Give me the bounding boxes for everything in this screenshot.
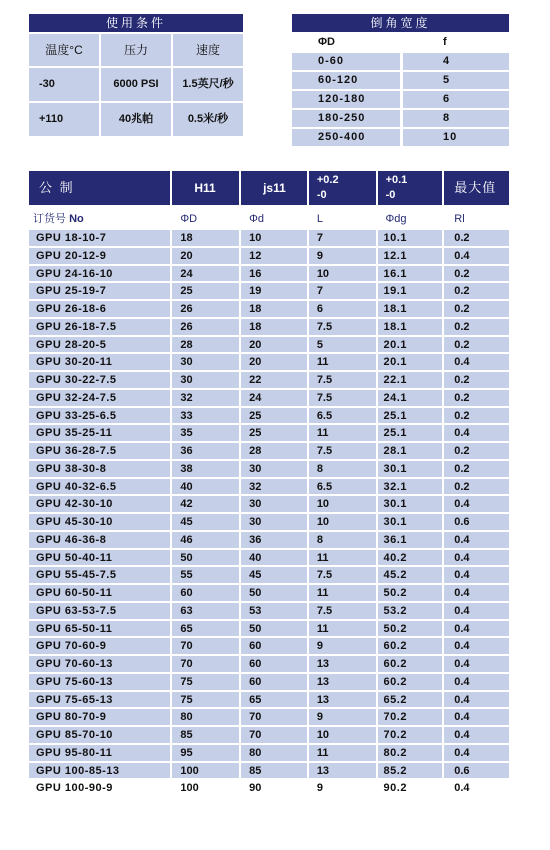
- groove-diameter-cell: 30.1: [378, 514, 443, 530]
- outer-diameter-cell: 70: [172, 638, 239, 654]
- groove-diameter-cell: 80.2: [378, 745, 443, 761]
- outer-diameter-cell: 35: [172, 425, 239, 441]
- groove-diameter-cell: 25.1: [378, 408, 443, 424]
- order-number-cell: GPU 75-60-13: [29, 674, 170, 690]
- table-row: [29, 621, 509, 637]
- order-number-cell: GPU 20-12-9: [29, 248, 170, 264]
- length-cell: 13: [309, 674, 376, 690]
- table-row: [29, 585, 509, 601]
- inner-diameter-cell: 60: [241, 638, 307, 654]
- radius-cell: 0.6: [444, 763, 509, 779]
- length-label: L: [316, 213, 323, 225]
- radius-cell: 0.4: [444, 745, 509, 761]
- outer-diameter-cell: 45: [172, 514, 239, 530]
- length-cell: 13: [309, 763, 376, 779]
- inner-diameter-cell: 18: [241, 301, 307, 317]
- groove-diameter-cell: 50.2: [378, 585, 443, 601]
- inner-diameter-cell: 18: [241, 319, 307, 335]
- groove-diameter-cell: 24.1: [378, 390, 443, 406]
- radius-cell: 0.4: [444, 621, 509, 637]
- length-cell: 7.5: [309, 372, 376, 388]
- order-number-cell: GPU 24-16-10: [29, 266, 170, 282]
- table-row: [29, 567, 509, 583]
- chamfer-d-value: 60-120: [292, 72, 400, 89]
- outer-diameter-cell: 26: [172, 319, 239, 335]
- table-row: [29, 763, 509, 779]
- inner-diameter-cell: 22: [241, 372, 307, 388]
- outer-diameter-cell: 65: [172, 621, 239, 637]
- inner-diameter-cell: 40: [241, 550, 307, 566]
- length-cell: 7.5: [309, 319, 376, 335]
- length-cell: 11: [309, 585, 376, 601]
- chamfer-d-value: 250-400: [292, 129, 400, 146]
- length-cell: 7.5: [309, 443, 376, 459]
- chamfer-row: [292, 91, 509, 108]
- length-cell: 11: [309, 550, 376, 566]
- dg-tolerance-plus: +0.1: [385, 174, 408, 186]
- order-number-cell: GPU 65-50-11: [29, 621, 170, 637]
- column-subheader: [29, 208, 509, 228]
- table-row: [29, 301, 509, 317]
- groove-diameter-cell: 30.1: [378, 461, 443, 477]
- outer-diameter-cell: 75: [172, 692, 239, 708]
- groove-diameter-cell: 40.2: [378, 550, 443, 566]
- outer-diameter-cell: 30: [172, 372, 239, 388]
- length-cell: 7: [309, 230, 376, 246]
- operating-conditions-table: [29, 14, 243, 136]
- groove-diameter-cell: 19.1: [378, 283, 443, 299]
- length-cell: 8: [309, 532, 376, 548]
- length-cell: 11: [309, 354, 376, 370]
- radius-cell: 0.4: [444, 709, 509, 725]
- inner-diameter-cell: 60: [241, 674, 307, 690]
- groove-diameter-cell: 30.1: [378, 496, 443, 512]
- radius-cell: 0.2: [444, 337, 509, 353]
- conditions-row: [29, 103, 243, 136]
- table-row: [29, 780, 509, 796]
- outer-diameter-cell: 50: [172, 550, 239, 566]
- outer-diameter-cell: 85: [172, 727, 239, 743]
- radius-cell: 0.4: [444, 603, 509, 619]
- order-no-suffix: No: [69, 213, 84, 225]
- outer-diameter-cell: 26: [172, 301, 239, 317]
- length-cell: 6.5: [309, 408, 376, 424]
- groove-diameter-cell: 53.2: [378, 603, 443, 619]
- radius-cell: 0.2: [444, 301, 509, 317]
- radius-cell: 0.4: [444, 638, 509, 654]
- radius-cell: 0.2: [444, 266, 509, 282]
- groove-diameter-cell: 10.1: [378, 230, 443, 246]
- order-number-cell: GPU 95-80-11: [29, 745, 170, 761]
- length-cell: 7.5: [309, 567, 376, 583]
- inner-diameter-cell: 20: [241, 354, 307, 370]
- order-number-cell: GPU 33-25-6.5: [29, 408, 170, 424]
- table-row: [29, 283, 509, 299]
- order-number-cell: GPU 32-24-7.5: [29, 390, 170, 406]
- table-row: [29, 514, 509, 530]
- inner-diameter-cell: 70: [241, 727, 307, 743]
- outer-diameter-cell: 46: [172, 532, 239, 548]
- order-number-cell: GPU 40-32-6.5: [29, 479, 170, 495]
- table-row: [29, 692, 509, 708]
- order-number-cell: GPU 55-45-7.5: [29, 567, 170, 583]
- radius-cell: 0.2: [444, 408, 509, 424]
- inner-diameter-cell: 85: [241, 763, 307, 779]
- order-number-cell: GPU 46-36-8: [29, 532, 170, 548]
- table-row: [29, 479, 509, 495]
- groove-diameter-cell: 18.1: [378, 319, 443, 335]
- order-number-cell: GPU 70-60-13: [29, 656, 170, 672]
- chamfer-f-value: 4: [403, 53, 509, 70]
- chamfer-d-value: 180-250: [292, 110, 400, 127]
- radius-cell: 0.4: [444, 692, 509, 708]
- length-cell: 10: [309, 727, 376, 743]
- table-row: [29, 354, 509, 370]
- radius-cell: 0.4: [444, 585, 509, 601]
- pressure-header: 压力: [101, 34, 171, 66]
- radius-cell: 0.4: [444, 780, 509, 796]
- product-table: [29, 171, 509, 796]
- groove-diameter-cell: 16.1: [378, 266, 443, 282]
- outer-diameter-cell: 55: [172, 567, 239, 583]
- outer-diameter-cell: 24: [172, 266, 239, 282]
- length-cell: 7.5: [309, 390, 376, 406]
- order-no-label: [29, 208, 170, 228]
- groove-diameter-cell: 20.1: [378, 354, 443, 370]
- temperature-value: +110: [29, 103, 99, 136]
- inner-diameter-cell: 70: [241, 709, 307, 725]
- order-number-cell: GPU 36-28-7.5: [29, 443, 170, 459]
- table-row: [29, 532, 509, 548]
- length-cell: 9: [309, 780, 376, 796]
- inner-diameter-cell: 60: [241, 656, 307, 672]
- l-tolerance-minus: -0: [316, 189, 327, 201]
- order-number-cell: GPU 60-50-11: [29, 585, 170, 601]
- outer-diameter-cell: 75: [172, 674, 239, 690]
- radius-cell: 0.4: [444, 567, 509, 583]
- table-row: [29, 319, 509, 335]
- temperature-header: 温度°C: [29, 34, 99, 66]
- length-cell: 5: [309, 337, 376, 353]
- outer-diameter-cell: 100: [172, 780, 239, 796]
- groove-diameter-cell: 28.1: [378, 443, 443, 459]
- tolerance-header: 公 制: [29, 171, 170, 205]
- outer-diameter-cell: 63: [172, 603, 239, 619]
- order-number-cell: GPU 45-30-10: [29, 514, 170, 530]
- order-number-cell: GPU 28-20-5: [29, 337, 170, 353]
- chamfer-f-value: 5: [403, 72, 509, 89]
- groove-diameter-cell: 36.1: [378, 532, 443, 548]
- radius-cell: 0.4: [444, 425, 509, 441]
- order-number-cell: GPU 100-85-13: [29, 763, 170, 779]
- table-row: [29, 745, 509, 761]
- order-number-cell: GPU 26-18-6: [29, 301, 170, 317]
- outer-diameter-cell: 20: [172, 248, 239, 264]
- order-number-cell: GPU 25-19-7: [29, 283, 170, 299]
- outer-diameter-cell: 60: [172, 585, 239, 601]
- length-cell: 13: [309, 692, 376, 708]
- inner-diameter-cell: 36: [241, 532, 307, 548]
- chamfer-row: [292, 72, 509, 89]
- length-cell: 11: [309, 425, 376, 441]
- inner-diameter-cell: 90: [241, 780, 307, 796]
- speed-value: 1.5英尺/秒: [173, 68, 243, 101]
- speed-value: 0.5米/秒: [173, 103, 243, 136]
- order-number-cell: GPU 42-30-10: [29, 496, 170, 512]
- outer-diameter-cell: 28: [172, 337, 239, 353]
- table-row: [29, 337, 509, 353]
- table-row: [29, 390, 509, 406]
- outer-diameter-cell: 33: [172, 408, 239, 424]
- length-cell: 7.5: [309, 603, 376, 619]
- length-cell: 9: [309, 638, 376, 654]
- radius-cell: 0.4: [444, 727, 509, 743]
- groove-diameter-cell: 45.2: [378, 567, 443, 583]
- chamfer-row: [292, 53, 509, 70]
- radius-cell: 0.4: [444, 674, 509, 690]
- radius-cell: 0.4: [444, 532, 509, 548]
- inner-diameter-cell: 20: [241, 337, 307, 353]
- inner-diameter-cell: 28: [241, 443, 307, 459]
- groove-diameter-cell: 18.1: [378, 301, 443, 317]
- length-cell: 7: [309, 283, 376, 299]
- chamfer-f-value: 6: [403, 91, 509, 108]
- groove-diameter-cell: 60.2: [378, 656, 443, 672]
- inner-diameter-cell: 24: [241, 390, 307, 406]
- table-row: [29, 709, 509, 725]
- chamfer-d-value: 0-60: [292, 53, 400, 70]
- chamfer-f-value: 8: [403, 110, 509, 127]
- js11-header: js11: [241, 171, 307, 205]
- h11-header: H11: [172, 171, 239, 205]
- inner-diameter-cell: 50: [241, 621, 307, 637]
- groove-diameter-cell: 12.1: [378, 248, 443, 264]
- table-row: [29, 496, 509, 512]
- chamfer-title: 倒角宽度: [292, 14, 509, 32]
- outer-diameter-cell: 32: [172, 390, 239, 406]
- length-cell: 11: [309, 621, 376, 637]
- table-row: [29, 638, 509, 654]
- table-row: [29, 248, 509, 264]
- chamfer-row: [292, 110, 509, 127]
- radius-cell: 0.2: [444, 319, 509, 335]
- radius-cell: 0.2: [444, 230, 509, 246]
- order-number-cell: GPU 80-70-9: [29, 709, 170, 725]
- inner-diameter-cell: 19: [241, 283, 307, 299]
- inner-diameter-cell: 25: [241, 425, 307, 441]
- dg-tolerance-header: [378, 171, 443, 205]
- chamfer-d-value: 120-180: [292, 91, 400, 108]
- groove-diameter-cell: 60.2: [378, 638, 443, 654]
- max-header: 最大值: [444, 171, 509, 205]
- conditions-title: 使用条件: [29, 14, 243, 32]
- outer-diameter-cell: 40: [172, 479, 239, 495]
- table-row: [29, 550, 509, 566]
- outer-diameter-cell: 36: [172, 443, 239, 459]
- groove-diameter-cell: 50.2: [378, 621, 443, 637]
- outer-diameter-cell: 30: [172, 354, 239, 370]
- groove-diameter-cell: 25.1: [378, 425, 443, 441]
- inner-diameter-cell: 30: [241, 461, 307, 477]
- temperature-value: -30: [29, 68, 99, 101]
- order-number-cell: GPU 26-18-7.5: [29, 319, 170, 335]
- order-number-cell: GPU 35-25-11: [29, 425, 170, 441]
- inner-diameter-cell: 30: [241, 496, 307, 512]
- table-row: [29, 461, 509, 477]
- chamfer-row: [292, 129, 509, 146]
- table-row: [29, 372, 509, 388]
- dg-tolerance-minus: -0: [385, 189, 396, 201]
- outer-diameter-cell: 38: [172, 461, 239, 477]
- groove-diameter-cell: 65.2: [378, 692, 443, 708]
- inner-diameter-cell: 16: [241, 266, 307, 282]
- chamfer-d-header: ΦD: [318, 36, 335, 48]
- inner-diameter-cell: 53: [241, 603, 307, 619]
- table-row: [29, 674, 509, 690]
- length-cell: 6.5: [309, 479, 376, 495]
- radius-cell: 0.2: [444, 443, 509, 459]
- outer-diameter-label: ΦD: [180, 213, 198, 225]
- table-row: [29, 425, 509, 441]
- outer-diameter-cell: 70: [172, 656, 239, 672]
- order-no-prefix: 订货号: [33, 213, 66, 225]
- conditions-row: [29, 68, 243, 101]
- radius-cell: 0.4: [444, 656, 509, 672]
- outer-diameter-cell: 80: [172, 709, 239, 725]
- radius-cell: 0.2: [444, 390, 509, 406]
- outer-diameter-cell: 42: [172, 496, 239, 512]
- chamfer-f-header: f: [443, 36, 447, 48]
- order-number-cell: GPU 85-70-10: [29, 727, 170, 743]
- length-cell: 9: [309, 709, 376, 725]
- length-cell: 6: [309, 301, 376, 317]
- length-cell: 9: [309, 248, 376, 264]
- length-cell: 8: [309, 461, 376, 477]
- inner-diameter-cell: 50: [241, 585, 307, 601]
- l-tolerance-header: [309, 171, 376, 205]
- radius-cell: 0.6: [444, 514, 509, 530]
- inner-diameter-cell: 80: [241, 745, 307, 761]
- length-cell: 13: [309, 656, 376, 672]
- length-cell: 10: [309, 514, 376, 530]
- table-row: [29, 408, 509, 424]
- radius-cell: 0.4: [444, 550, 509, 566]
- radius-cell: 0.2: [444, 461, 509, 477]
- groove-diameter-cell: 85.2: [378, 763, 443, 779]
- order-number-cell: GPU 38-30-8: [29, 461, 170, 477]
- outer-diameter-cell: 18: [172, 230, 239, 246]
- inner-diameter-cell: 25: [241, 408, 307, 424]
- radius-cell: 0.4: [444, 354, 509, 370]
- l-tolerance-plus: +0.2: [316, 174, 339, 186]
- chamfer-width-table: [292, 14, 509, 146]
- inner-diameter-cell: 45: [241, 567, 307, 583]
- radius-cell: 0.2: [444, 283, 509, 299]
- length-cell: 10: [309, 266, 376, 282]
- table-row: [29, 603, 509, 619]
- inner-diameter-cell: 12: [241, 248, 307, 264]
- table-row: [29, 727, 509, 743]
- order-number-cell: GPU 63-53-7.5: [29, 603, 170, 619]
- table-header: [29, 171, 509, 205]
- order-number-cell: GPU 18-10-7: [29, 230, 170, 246]
- inner-diameter-cell: 65: [241, 692, 307, 708]
- groove-diameter-cell: 32.1: [378, 479, 443, 495]
- length-cell: 11: [309, 745, 376, 761]
- groove-diameter-cell: 70.2: [378, 727, 443, 743]
- radius-label: Rl: [454, 213, 465, 225]
- outer-diameter-cell: 100: [172, 763, 239, 779]
- groove-diameter-label: Φdg: [385, 213, 407, 225]
- radius-cell: 0.4: [444, 496, 509, 512]
- pressure-value: 6000 PSI: [101, 68, 171, 101]
- inner-diameter-cell: 32: [241, 479, 307, 495]
- inner-diameter-cell: 30: [241, 514, 307, 530]
- groove-diameter-cell: 70.2: [378, 709, 443, 725]
- outer-diameter-cell: 25: [172, 283, 239, 299]
- groove-diameter-cell: 22.1: [378, 372, 443, 388]
- table-row: [29, 230, 509, 246]
- chamfer-f-value: 10: [403, 129, 509, 146]
- groove-diameter-cell: 60.2: [378, 674, 443, 690]
- table-row: [29, 443, 509, 459]
- order-number-cell: GPU 30-22-7.5: [29, 372, 170, 388]
- radius-cell: 0.2: [444, 479, 509, 495]
- inner-diameter-label: Φd: [249, 213, 264, 225]
- order-number-cell: GPU 70-60-9: [29, 638, 170, 654]
- pressure-value: 40兆帕: [101, 103, 171, 136]
- speed-header: 速度: [173, 34, 243, 66]
- order-number-cell: GPU 30-20-11: [29, 354, 170, 370]
- order-number-cell: GPU 50-40-11: [29, 550, 170, 566]
- inner-diameter-cell: 10: [241, 230, 307, 246]
- groove-diameter-cell: 90.2: [378, 780, 443, 796]
- order-number-cell: GPU 75-65-13: [29, 692, 170, 708]
- table-row: [29, 656, 509, 672]
- outer-diameter-cell: 95: [172, 745, 239, 761]
- table-row: [29, 266, 509, 282]
- groove-diameter-cell: 20.1: [378, 337, 443, 353]
- radius-cell: 0.2: [444, 372, 509, 388]
- order-number-cell: GPU 100-90-9: [29, 780, 170, 796]
- length-cell: 10: [309, 496, 376, 512]
- radius-cell: 0.4: [444, 248, 509, 264]
